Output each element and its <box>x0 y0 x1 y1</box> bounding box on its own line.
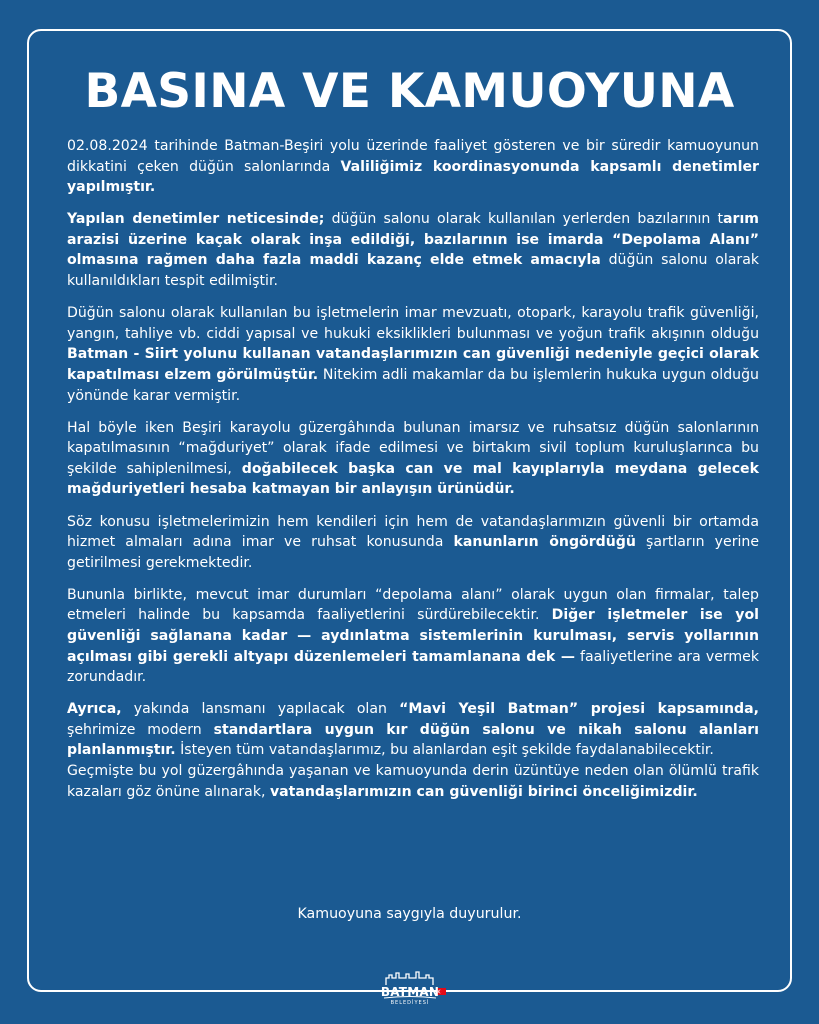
logo-wordmark: BATMAN <box>380 985 440 999</box>
page-title: BASINA VE KAMUOYUNA <box>84 64 735 119</box>
paragraph <box>67 761 759 802</box>
text-run: Geçmişte bu yol güzergâhında yaşanan ve kamuoyunda derin üzüntüye neden olan ölümlü trafik kazaları göz önüne alınarak, <box>67 763 759 800</box>
text-run: Nitekim adli makamlar da bu işlemlerin hukuka uygun olduğu yönünde karar vermiştir. <box>67 366 759 404</box>
text-run: düğün salonu olarak kullanılan yerlerden bazılarının t <box>324 211 724 228</box>
text-run: Bununla birlikte, mevcut imar durumları “depolama alanı” olarak uygun olan firmalar, talep etmeleri halinde bu kapsamda faaliyetlerini sürdürebilecektir. <box>67 586 759 624</box>
paragraph <box>67 303 759 406</box>
statement-body <box>67 136 759 814</box>
text-run-bold: Ayrıca, <box>67 701 122 718</box>
paragraph <box>67 512 759 574</box>
batman-municipality-logo <box>380 968 448 1018</box>
logo-subtitle: BELEDİYESİ <box>390 1000 430 1006</box>
text-run: Düğün salonu olarak kullanılan bu işletmelerin imar mevzuatı, otopark, karayolu trafik güvenliği, yangın, tahliye vb. ciddi yapısal ve hukuki eksiklikleri bulunması ve yoğun trafik akışının olduğu <box>67 305 759 342</box>
text-run: Hal böyle iken Beşiri karayolu güzergâhında bulunan imarsız ve ruhsatsız düğün salonlarının kapatılmasının “mağduriyet” olarak ifade edilmesi ve birtakım sivil toplum kuruluşlarınca bu şekilde sahiplenilmesi, <box>67 419 759 477</box>
text-run-bold: arım arazisi üzerine kaçak olarak inşa edildiği, bazılarının ise imarda “Depolama Alanı” olmasına rağmen daha fazla maddi kazanç elde etmek amacıyla <box>67 211 759 269</box>
text-run: şartların yerine getirilmesi gerekmektedir. <box>67 534 760 571</box>
closing-line: Kamuoyuna saygıyla duyurulur. <box>297 906 522 922</box>
text-run-bold: kanunların öngördüğü <box>453 534 636 551</box>
text-run: yakında lansmanı yapılacak olan <box>121 701 400 718</box>
text-run-bold: Batman - Siirt yolunu kullanan vatandaşlarımızın can güvenliği nedeniyle geçici olarak kapatılması elzem görülmüştür. <box>67 346 759 383</box>
text-run-bold: Diğer işletmeler ise yol güvenliği sağlanana kadar — aydınlatma sistemlerinin kurulması, servis yollarının açılması gibi gerekli altyapı düzenlemeleri tamamlanana dek — <box>67 607 759 665</box>
paragraph <box>67 699 759 761</box>
paragraph <box>67 585 759 688</box>
text-run-bold: vatandaşlarımızın can güvenliği birinci önceliğimizdir. <box>269 783 698 800</box>
text-run: faaliyetlerine ara vermek zorundadır. <box>67 648 759 686</box>
text-run-bold: “Mavi Yeşil Batman” projesi kapsamında, <box>399 701 759 718</box>
text-run: şehrimize modern <box>67 721 214 738</box>
paragraph <box>67 209 759 291</box>
text-run: İsteyen tüm vatandaşlarımız, bu alanlardan eşit şekilde faydalanabilecektir. <box>175 742 714 759</box>
text-run: 02.08.2024 tarihinde Batman-Beşiri yolu üzerinde faaliyet gösteren ve bir süredir kamuoyunun dikkatini çeken düğün salonlarında <box>67 138 759 175</box>
text-run-bold: Yapılan denetimler neticesinde; <box>67 211 325 228</box>
text-run-bold: doğabilecek başka can ve mal kayıplarıyla meydana gelecek mağduriyetleri hesaba katmayan bir anlayışın ürünüdür. <box>67 460 759 498</box>
paragraph <box>67 418 759 500</box>
text-run-bold: standartlara uygun kır düğün salonu ve nikah salonu alanları planlanmıştır. <box>67 721 759 759</box>
paragraph <box>67 136 759 198</box>
text-run-bold: Valiliğimiz koordinasyonunda kapsamlı denetimler yapılmıştır. <box>67 158 759 196</box>
text-run: Söz konusu işletmelerimizin hem kendileri için hem de vatandaşlarımızın güvenli bir ortamda hizmet almaları adına imar ve ruhsat konusunda <box>67 513 759 551</box>
text-run: düğün salonu olarak kullanıldıkları tespit edilmiştir. <box>67 252 759 290</box>
